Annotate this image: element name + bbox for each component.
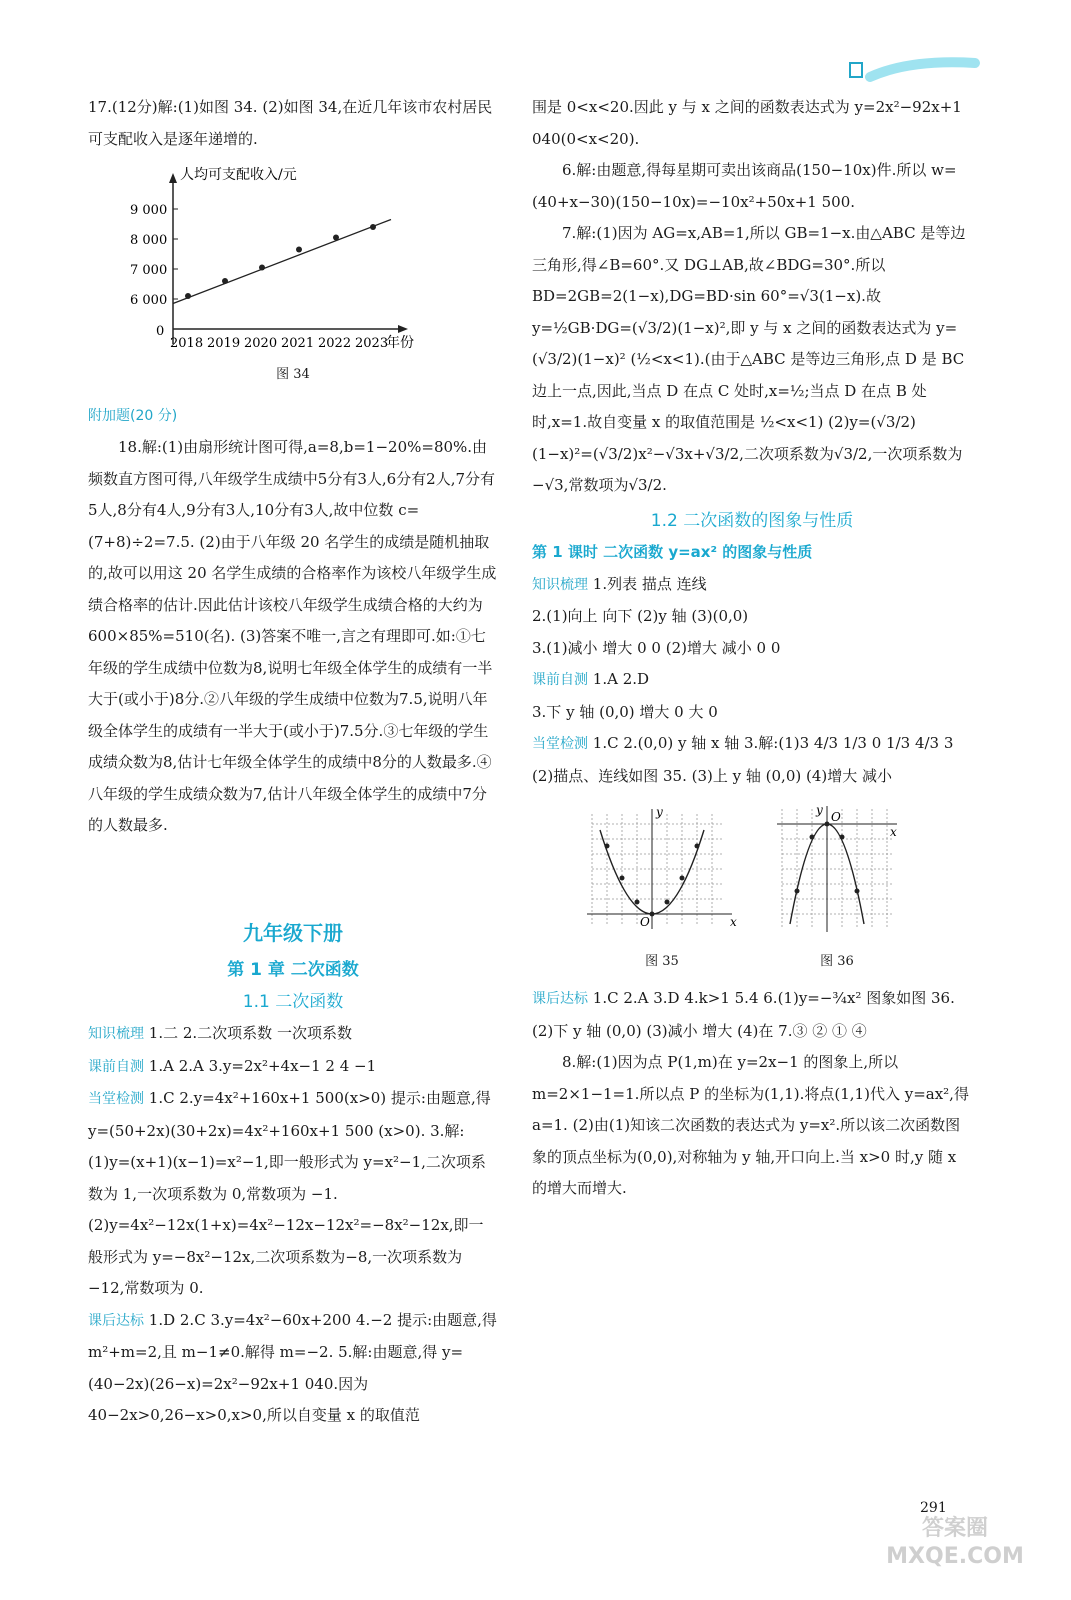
left-column [88, 92, 498, 1432]
grade-title: 九年级下册 [243, 920, 343, 945]
fig36-graph [772, 804, 902, 934]
y-tick-label: 7 000 [130, 263, 168, 278]
x-tick-label: 2018 [170, 336, 204, 351]
svg-text:x: x [730, 915, 737, 929]
fig35-wrap [582, 804, 742, 977]
s11-label-2: 当堂检测 [88, 1091, 144, 1107]
s11-text-0: 1.二 2.二次项系数 一次项系数 [148, 1024, 352, 1042]
after-block [532, 983, 972, 1205]
s11-label-0: 知识梳理 [88, 1026, 144, 1042]
chart-caption: 图 34 [276, 367, 310, 382]
s12-text-3: 1.A 2.D [592, 670, 650, 688]
y-tick-label: 8 000 [130, 233, 168, 248]
r-p6: 6.解:由题意,得每星期可卖出该商品(150−10x)件.所以 w=(40+x−30)(150−10x)=−10x²+50x+1 500. [532, 161, 957, 211]
page-number: 291 [920, 1500, 947, 1516]
fig36-caption: 图 36 [820, 953, 854, 969]
section-title-1-1: 1.1 二次函数 [242, 991, 344, 1012]
s12-text-5: 1.C 2.(0,0) y 轴 x 轴 3.解:(1)3 4/3 1/3 0 1/3 4/3 3 (2)描点、连线如图 35. (3)上 y 轴 (0,0) (4)增大 减小 [532, 734, 954, 785]
x-tick-label: 2022 [318, 336, 352, 351]
fig35-caption: 图 35 [645, 953, 679, 969]
svg-text:O: O [831, 810, 841, 824]
watermark-logo [880, 1515, 1030, 1575]
chapter-title: 第 1 章 二次函数 [227, 960, 359, 980]
section-title-1-2: 1.2 二次函数的图象与性质 [650, 510, 854, 531]
data-point [222, 278, 228, 284]
data-point [370, 224, 376, 230]
svg-text:y: y [656, 805, 663, 819]
chart-origin: 0 [156, 324, 165, 339]
data-point [259, 265, 265, 271]
lesson-title: 第 1 课时 二次函数 y=ax² 的图象与性质 [532, 543, 813, 561]
s11-text-3: 1.D 2.C 3.y=4x²−60x+200 4.−2 提示:由题意,得 m²+m=2,且 m−1≠0.解得 m=−2. 5.解:由题意,得 y=(40−2x)(26−x)=2x²−92x+1 040.因为 40−2x>0,26−x>0,x>0,所以自变量 x 的取值范 [88, 1310, 497, 1424]
x-tick-label: 2021 [281, 336, 315, 351]
after-text-1: 8.解:(1)因为点 P(1,m)在 y=2x−1 的图象上,所以 m=2×1−1=1.所以点 P 的坐标为(1,1).将点(1,1)代入 y=ax²,得 a=1. (2)由(1)知该二次函数的表达式为 y=x².所以该二次函数图象的顶点坐标为(0,0),对称轴为 y 轴,开口向上.当 x>0 时,y 随 x 的增大而增大. [532, 1053, 969, 1197]
fig36-wrap [772, 804, 902, 977]
s12-text-0: 1.列表 描点 连线 [592, 574, 707, 593]
header-decoration [840, 55, 980, 83]
s11-block [88, 1018, 498, 1432]
s12-label-5: 当堂检测 [532, 736, 588, 752]
income-chart [128, 159, 428, 359]
data-point [333, 235, 339, 241]
s11-text-1: 1.A 2.A 3.y=2x²+4x−1 2 4 −1 [148, 1056, 377, 1075]
s11-label-1: 课前自测 [88, 1058, 144, 1075]
s12-label-3: 课前自测 [532, 672, 588, 688]
x-tick-label: 2023 [355, 336, 389, 351]
y-tick-label: 9 000 [130, 203, 168, 218]
svg-text:y: y [816, 804, 823, 817]
fig35-graph [582, 804, 742, 934]
chart-ylabel: 人均可支配收入/元 [180, 167, 297, 183]
chart-xlabel: 年份 [386, 335, 414, 351]
r-p1: 围是 0<x<20.因此 y 与 x 之间的函数表达式为 y=2x²−92x+1 040(0<x<20). [532, 98, 962, 148]
q18-text: 18.解:(1)由扇形统计图可得,a=8,b=1−20%=80%.由频数直方图可得,八年级学生成绩中5分有3人,6分有2人,7分有5人,8分有4人,9分有3人,10分有3人,故中位数 c=(7+8)÷2=7.5. (2)由于八年级 20 名学生的成绩是随机抽取的,故可以用这 20 名学生成绩的合格率作为该校八年级学生成绩合格率的估计.因此估计该校八年级学生成绩合格的大约为 600×85%=510(名). (3)答案不唯一,言之有理即可.如:①七年级的学生成绩中位数为8,说明七年级全体学生的成绩有一半大于(或小于)8分.②八年级的学生成绩中位数为7.5,说明八年级全体学生的成绩有一半大于(或小于)7.5分.③七年级的学生成绩众数为8,估计七年级全体学生的成绩中8分的人数最多.④八年级的学生成绩众数为7,估计八年级全体学生的成绩中7分的人数最多. [88, 438, 497, 834]
after-label-0: 课后达标 [532, 991, 588, 1007]
trend-line [173, 220, 391, 304]
y-axis-arrow [169, 173, 177, 183]
x-tick-label: 2019 [207, 336, 241, 351]
figures-35-36 [582, 804, 972, 977]
s11-text-2: 1.C 2.y=4x²+160x+1 500(x>0) 提示:由题意,得 y=(50+2x)(30+2x)=4x²+160x+1 500 (x>0). 3.解:(1)y=(x+1)(x−1)=x²−1,即一般形式为 y=x²−1,二次项系数为 1,一次项系数为 0,常数项为 −1. (2)y=4x²−12x(1+x)=4x²−12x−12x²=−8x²−12x,即一般形式为 y=−8x²−12x,二次项系数为−8,一次项系数为−12,常数项为 0. [88, 1089, 491, 1297]
bonus-title: 附加题(20 分) [88, 407, 178, 424]
s12-label-0: 知识梳理 [532, 576, 588, 593]
q17-text: 17.(12分)解:(1)如图 34. (2)如图 34,在近几年该市农村居民可支配收入是逐年递增的. [88, 98, 493, 148]
after-text-0: 1.C 2.A 3.D 4.k>1 5.4 6.(1)y=−¾x² 图象如图 36. (2)下 y 轴 (0,0) (3)减小 增大 (4)在 7.③ ② ① ④ [532, 989, 955, 1040]
svg-text:x: x [890, 825, 897, 839]
watermark-text: 答案圈 MXQE.COM [886, 1516, 1024, 1569]
s12-text-2: 3.(1)减小 增大 0 0 (2)增大 减小 0 0 [532, 638, 781, 657]
s11-label-3: 课后达标 [88, 1312, 144, 1329]
r-p7a: 7.解:(1)因为 AG=x,AB=1,所以 GB=1−x.由△ABC 是等边三角形,得∠B=60°.又 DG⊥AB,故∠BDG=30°.所以 BD=2GB=2(1−x),DG=BD·sin 60°=√3(1−x).故 [532, 224, 966, 305]
x-axis-arrow [398, 325, 408, 333]
right-column [532, 92, 972, 1205]
s12-text-4: 3.下 y 轴 (0,0) 增大 0 大 0 [532, 702, 718, 721]
svg-text:O: O [640, 915, 650, 929]
r-p7b: y=½GB·DG=(√3/2)(1−x)²,即 y 与 x 之间的函数表达式为 y=(√3/2)(1−x)² (½<x<1).(由于△ABC 是等边三角形,点 D 是 BC 边上一点,因此,当点 D 在点 C 处时,x=½;当点 D 在点 B 处时,x=1.故自变量 x 的取值范围是 ½<x<1) (2)y=(√3/2)(1−x)²=(√3/2)x²−√3x+√3/2,二次项系数为√3/2,一次项系数为−√3,常数项为√3/2. [532, 318, 965, 494]
data-point [185, 293, 191, 299]
data-point [296, 247, 302, 253]
s12-text-1: 2.(1)向上 向下 (2)y 轴 (3)(0,0) [532, 607, 749, 625]
x-tick-label: 2020 [244, 336, 278, 351]
s12-block [532, 569, 972, 793]
y-tick-label: 6 000 [130, 293, 168, 308]
